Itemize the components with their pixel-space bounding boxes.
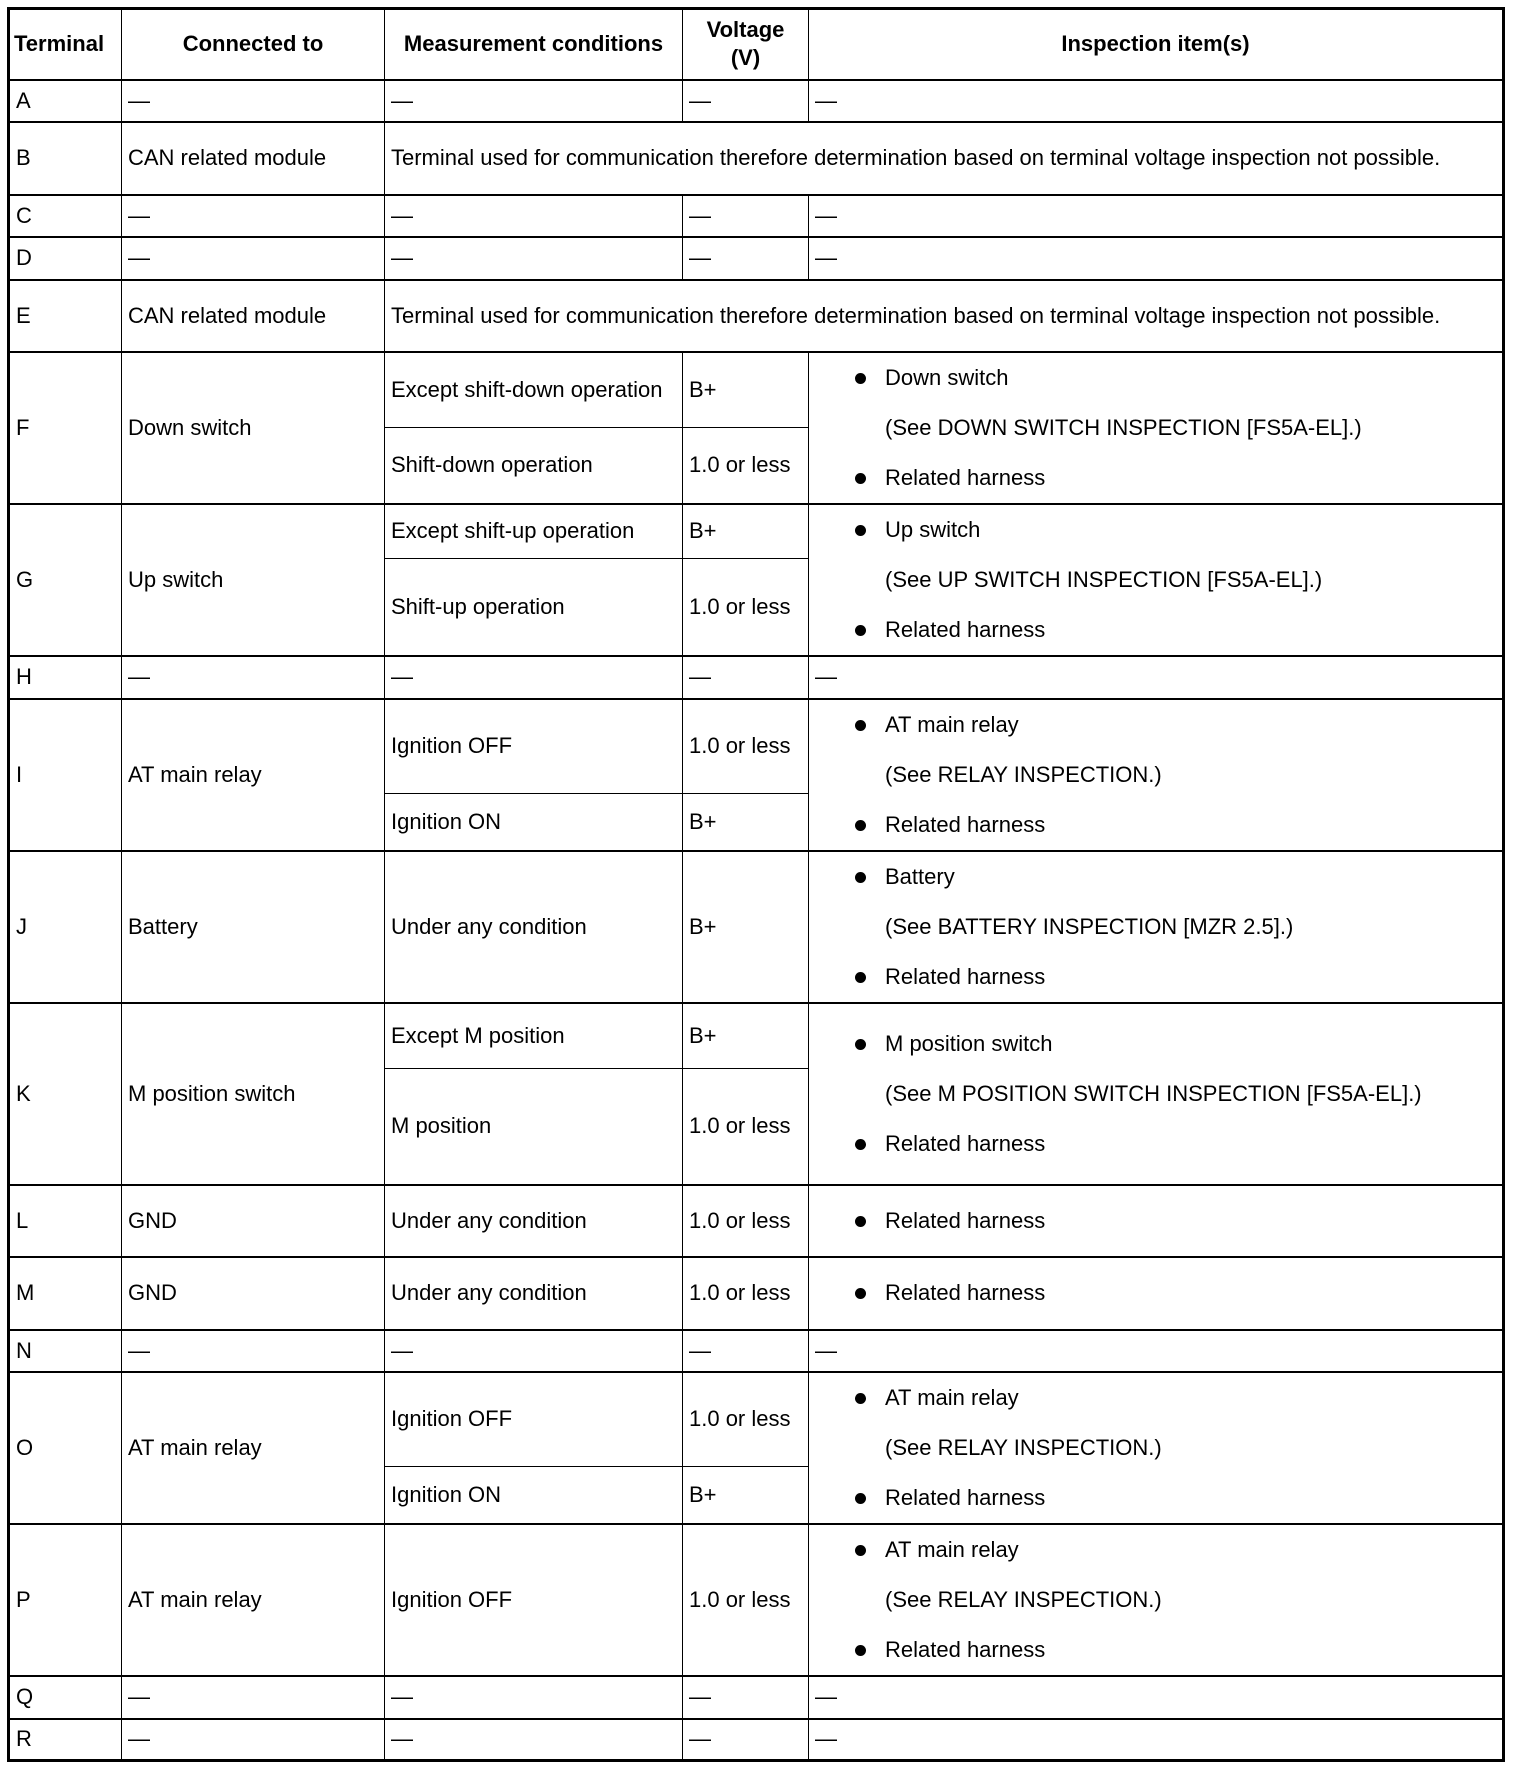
terminal-cell: A (9, 80, 122, 122)
inspection-item: M position switch (849, 1029, 1496, 1059)
inspection-item: Up switch (849, 515, 1496, 545)
connected-to-cell: CAN related module (122, 122, 385, 195)
table-row (9, 1676, 1504, 1719)
voltage-cell: 1.0 or less (683, 1185, 809, 1257)
voltage-cell: 1.0 or less (683, 428, 809, 504)
related-harness: Related harness (849, 615, 1496, 645)
table-row (9, 352, 1504, 428)
terminal-cell: J (9, 851, 122, 1003)
table-row (9, 851, 1504, 1003)
table-row (9, 237, 1504, 280)
terminal-cell: N (9, 1330, 122, 1372)
see-reference: (See UP SWITCH INSPECTION [FS5A-EL].) (885, 566, 1323, 592)
voltage-cell: — (683, 195, 809, 237)
voltage-cell: B+ (683, 1003, 809, 1069)
condition-cell: — (385, 1676, 683, 1719)
table-row (9, 699, 1504, 794)
connected-to-cell: AT main relay (122, 1372, 385, 1524)
header-row (9, 9, 1504, 80)
condition-cell: Shift-down operation (385, 428, 683, 504)
condition-cell: Under any condition (385, 1185, 683, 1257)
inspection-cell (809, 851, 1504, 1003)
voltage-cell: 1.0 or less (683, 1372, 809, 1467)
inspection-item: Down switch (849, 363, 1496, 393)
inspection-cell (809, 1185, 1504, 1257)
inspection-cell (809, 352, 1504, 504)
condition-cell: Ignition ON (385, 794, 683, 851)
connected-to-cell: — (122, 195, 385, 237)
condition-cell: Except shift-down operation (385, 352, 683, 428)
related-harness: Related harness (849, 962, 1496, 992)
table-row (9, 504, 1504, 559)
voltage-cell: 1.0 or less (683, 1069, 809, 1185)
terminal-cell: B (9, 122, 122, 195)
condition-cell: — (385, 1330, 683, 1372)
terminal-cell: D (9, 237, 122, 280)
inspection-cell: — (809, 195, 1504, 237)
related-harness: Related harness (849, 1483, 1496, 1513)
connected-to-cell: Down switch (122, 352, 385, 504)
table-row (9, 1257, 1504, 1330)
connected-to-cell: — (122, 1676, 385, 1719)
voltage-cell: — (683, 1676, 809, 1719)
voltage-cell: 1.0 or less (683, 699, 809, 794)
connected-to-cell: CAN related module (122, 280, 385, 352)
terminal-cell: L (9, 1185, 122, 1257)
condition-cell: Under any condition (385, 1257, 683, 1330)
connected-to-cell: — (122, 1719, 385, 1761)
voltage-cell: — (683, 237, 809, 280)
table-row (9, 280, 1504, 352)
condition-cell: M position (385, 1069, 683, 1185)
table-row (9, 1185, 1504, 1257)
header-measurement-conditions: Measurement conditions (385, 9, 683, 80)
inspection-cell (809, 1003, 1504, 1185)
condition-cell: Ignition OFF (385, 1524, 683, 1676)
connected-to-cell: AT main relay (122, 699, 385, 851)
table-row (9, 1330, 1504, 1372)
terminal-cell: I (9, 699, 122, 851)
see-reference: (See RELAY INSPECTION.) (885, 761, 1162, 787)
table-row (9, 122, 1504, 195)
terminal-cell: O (9, 1372, 122, 1524)
related-harness: Related harness (849, 810, 1496, 840)
condition-cell: — (385, 656, 683, 699)
condition-cell: Ignition ON (385, 1467, 683, 1524)
condition-cell: — (385, 80, 683, 122)
voltage-cell: 1.0 or less (683, 1524, 809, 1676)
terminal-cell: H (9, 656, 122, 699)
terminal-cell: F (9, 352, 122, 504)
related-harness: Related harness (849, 1129, 1496, 1159)
terminal-cell: E (9, 280, 122, 352)
voltage-cell: — (683, 80, 809, 122)
table-row (9, 1003, 1504, 1069)
voltage-cell: — (683, 1719, 809, 1761)
see-reference: (See M POSITION SWITCH INSPECTION [FS5A-EL].) (885, 1080, 1422, 1106)
related-harness: Related harness (849, 1635, 1496, 1665)
condition-cell: Ignition OFF (385, 699, 683, 794)
connected-to-cell: — (122, 237, 385, 280)
voltage-cell: — (683, 656, 809, 699)
terminal-voltage-table (7, 7, 1505, 1762)
connected-to-cell: Up switch (122, 504, 385, 656)
connected-to-cell: M position switch (122, 1003, 385, 1185)
related-harness: Related harness (849, 1278, 1496, 1308)
condition-cell: Ignition OFF (385, 1372, 683, 1467)
condition-cell: Under any condition (385, 851, 683, 1003)
connected-to-cell: GND (122, 1257, 385, 1330)
connected-to-cell: AT main relay (122, 1524, 385, 1676)
inspection-cell (809, 699, 1504, 851)
condition-cell: Shift-up operation (385, 559, 683, 656)
inspection-item: Battery (849, 862, 1496, 892)
related-harness: Related harness (849, 463, 1496, 493)
inspection-cell: — (809, 80, 1504, 122)
header-inspection-items: Inspection item(s) (809, 9, 1504, 80)
inspection-item: AT main relay (849, 710, 1496, 740)
note-cell: Terminal used for communication therefore determination based on terminal voltage inspection not possible. (385, 122, 1504, 195)
see-reference: (See BATTERY INSPECTION [MZR 2.5].) (885, 913, 1294, 939)
see-reference: (See RELAY INSPECTION.) (885, 1586, 1162, 1612)
connected-to-cell: — (122, 1330, 385, 1372)
inspection-item: AT main relay (849, 1383, 1496, 1413)
inspection-cell: — (809, 1676, 1504, 1719)
connected-to-cell: Battery (122, 851, 385, 1003)
terminal-cell: Q (9, 1676, 122, 1719)
terminal-cell: P (9, 1524, 122, 1676)
note-cell: Terminal used for communication therefore determination based on terminal voltage inspection not possible. (385, 280, 1504, 352)
voltage-cell: B+ (683, 504, 809, 559)
terminal-cell: C (9, 195, 122, 237)
connected-to-cell: — (122, 80, 385, 122)
table-row (9, 1719, 1504, 1761)
table-row (9, 195, 1504, 237)
inspection-cell (809, 1257, 1504, 1330)
inspection-cell: — (809, 1719, 1504, 1761)
voltage-cell: B+ (683, 352, 809, 428)
voltage-cell: B+ (683, 851, 809, 1003)
inspection-cell (809, 504, 1504, 656)
voltage-cell: 1.0 or less (683, 1257, 809, 1330)
see-reference: (See DOWN SWITCH INSPECTION [FS5A-EL].) (885, 414, 1362, 440)
voltage-cell: B+ (683, 794, 809, 851)
inspection-cell: — (809, 656, 1504, 699)
terminal-cell: G (9, 504, 122, 656)
related-harness: Related harness (849, 1206, 1496, 1236)
header-terminal: Terminal (9, 9, 122, 80)
terminal-cell: K (9, 1003, 122, 1185)
inspection-cell: — (809, 237, 1504, 280)
table-row (9, 656, 1504, 699)
voltage-cell: 1.0 or less (683, 559, 809, 656)
see-reference: (See RELAY INSPECTION.) (885, 1434, 1162, 1460)
inspection-item: AT main relay (849, 1535, 1496, 1565)
terminal-cell: R (9, 1719, 122, 1761)
table-row (9, 80, 1504, 122)
header-voltage: Voltage (V) (683, 9, 809, 80)
condition-cell: — (385, 237, 683, 280)
header-connected-to: Connected to (122, 9, 385, 80)
condition-cell: Except shift-up operation (385, 504, 683, 559)
voltage-cell: B+ (683, 1467, 809, 1524)
condition-cell: — (385, 1719, 683, 1761)
voltage-cell: — (683, 1330, 809, 1372)
connected-to-cell: GND (122, 1185, 385, 1257)
inspection-cell: — (809, 1330, 1504, 1372)
inspection-cell (809, 1372, 1504, 1524)
connected-to-cell: — (122, 656, 385, 699)
terminal-cell: M (9, 1257, 122, 1330)
condition-cell: Except M position (385, 1003, 683, 1069)
table-row (9, 1372, 1504, 1467)
table-row (9, 1524, 1504, 1676)
inspection-cell (809, 1524, 1504, 1676)
condition-cell: — (385, 195, 683, 237)
